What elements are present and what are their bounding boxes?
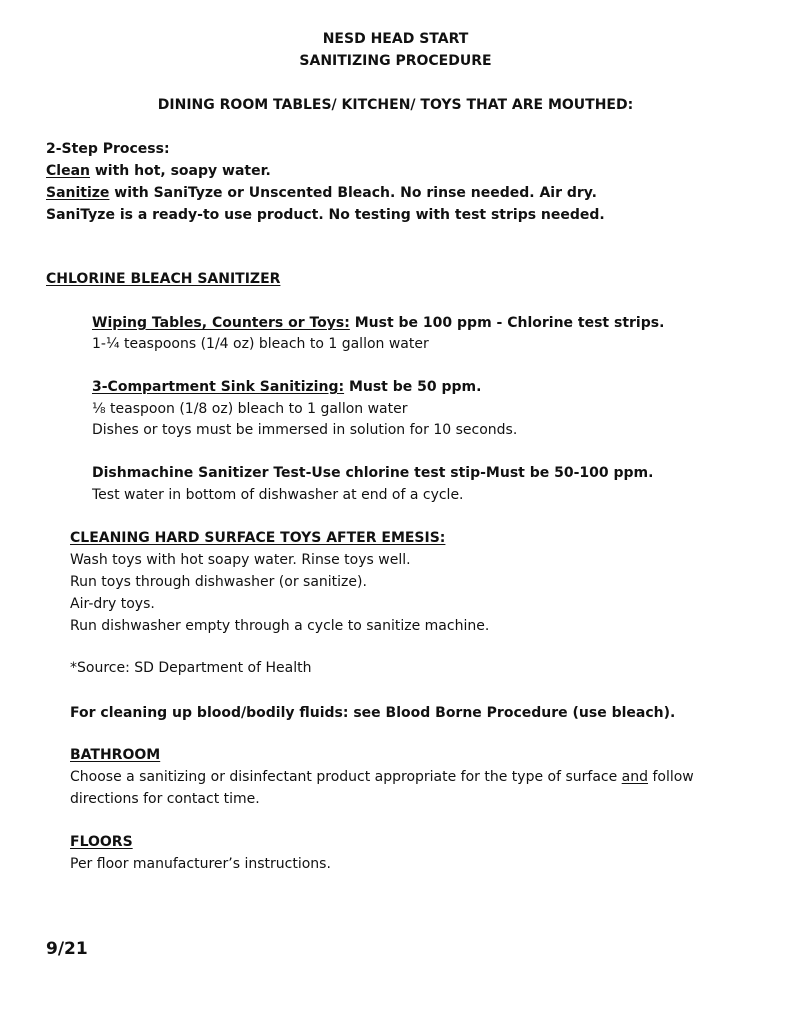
chlorine-heading: CHLORINE BLEACH SANITIZER: [46, 271, 281, 287]
sink-line: [92, 378, 481, 396]
bathroom-line-1: [70, 768, 694, 786]
emesis-step-3: Air-dry toys.: [70, 596, 155, 612]
two-step-heading: 2-Step Process:: [46, 141, 170, 157]
bathroom-heading: BATHROOM: [70, 747, 161, 763]
clean-rest: with hot, soapy water.: [89, 163, 271, 179]
dishmachine-note: Test water in bottom of dishwasher at end of a cycle.: [92, 487, 464, 503]
wiping-line: [92, 314, 664, 332]
org-name: NESD HEAD START: [322, 31, 469, 47]
wiping-label: Wiping Tables, Counters or Toys:: [92, 315, 350, 331]
revision-date: 9/21: [46, 939, 88, 959]
wiping-amount: 1-¼ teaspoons (1/4 oz) bleach to 1 gallon water: [92, 336, 429, 352]
document-subtitle: DINING ROOM TABLES/ KITCHEN/ TOYS THAT ARE MOUTHED:: [157, 97, 634, 113]
sink-note: Dishes or toys must be immersed in solution for 10 seconds.: [92, 422, 518, 438]
bathroom-line-1-after: follow: [648, 769, 694, 785]
bathroom-line-1-before: Choose a sanitizing or disinfectant product appropriate for the type of surface: [70, 769, 622, 785]
emesis-heading: CLEANING HARD SURFACE TOYS AFTER EMESIS:: [70, 530, 446, 546]
floors-heading: FLOORS: [70, 834, 133, 850]
floors-text: Per floor manufacturer’s instructions.: [70, 856, 331, 872]
sink-rest: Must be 50 ppm.: [344, 379, 482, 395]
emesis-step-4: Run dishwasher empty through a cycle to sanitize machine.: [70, 618, 490, 634]
sink-amount: ⅛ teaspoon (1/8 oz) bleach to 1 gallon water: [92, 401, 408, 417]
clean-step: [46, 162, 271, 180]
blood-note: For cleaning up blood/bodily fluids: see Blood Borne Procedure (use bleach).: [70, 705, 676, 721]
dishmachine-label: Dishmachine Sanitizer Test-Use chlorine test stip-Must be 50-100 ppm.: [92, 465, 654, 481]
bathroom-and: and: [621, 769, 649, 785]
sanitize-word: Sanitize: [46, 185, 110, 201]
wiping-rest: Must be 100 ppm - Chlorine test strips.: [349, 315, 665, 331]
emesis-step-1: Wash toys with hot soapy water. Rinse toys well.: [70, 552, 411, 568]
sink-label: 3-Compartment Sink Sanitizing:: [92, 379, 345, 395]
source-note: *Source: SD Department of Health: [70, 660, 312, 676]
clean-word: Clean: [46, 163, 90, 179]
sanitize-step: [46, 184, 597, 202]
sanitize-rest: with SaniTyze or Unscented Bleach. No rinse needed. Air dry.: [109, 185, 597, 201]
sanityze-note: SaniTyze is a ready-to use product. No testing with test strips needed.: [46, 207, 605, 223]
emesis-step-2: Run toys through dishwasher (or sanitize).: [70, 574, 367, 590]
document-title: SANITIZING PROCEDURE: [299, 53, 492, 69]
bathroom-line-2: directions for contact time.: [70, 791, 260, 807]
